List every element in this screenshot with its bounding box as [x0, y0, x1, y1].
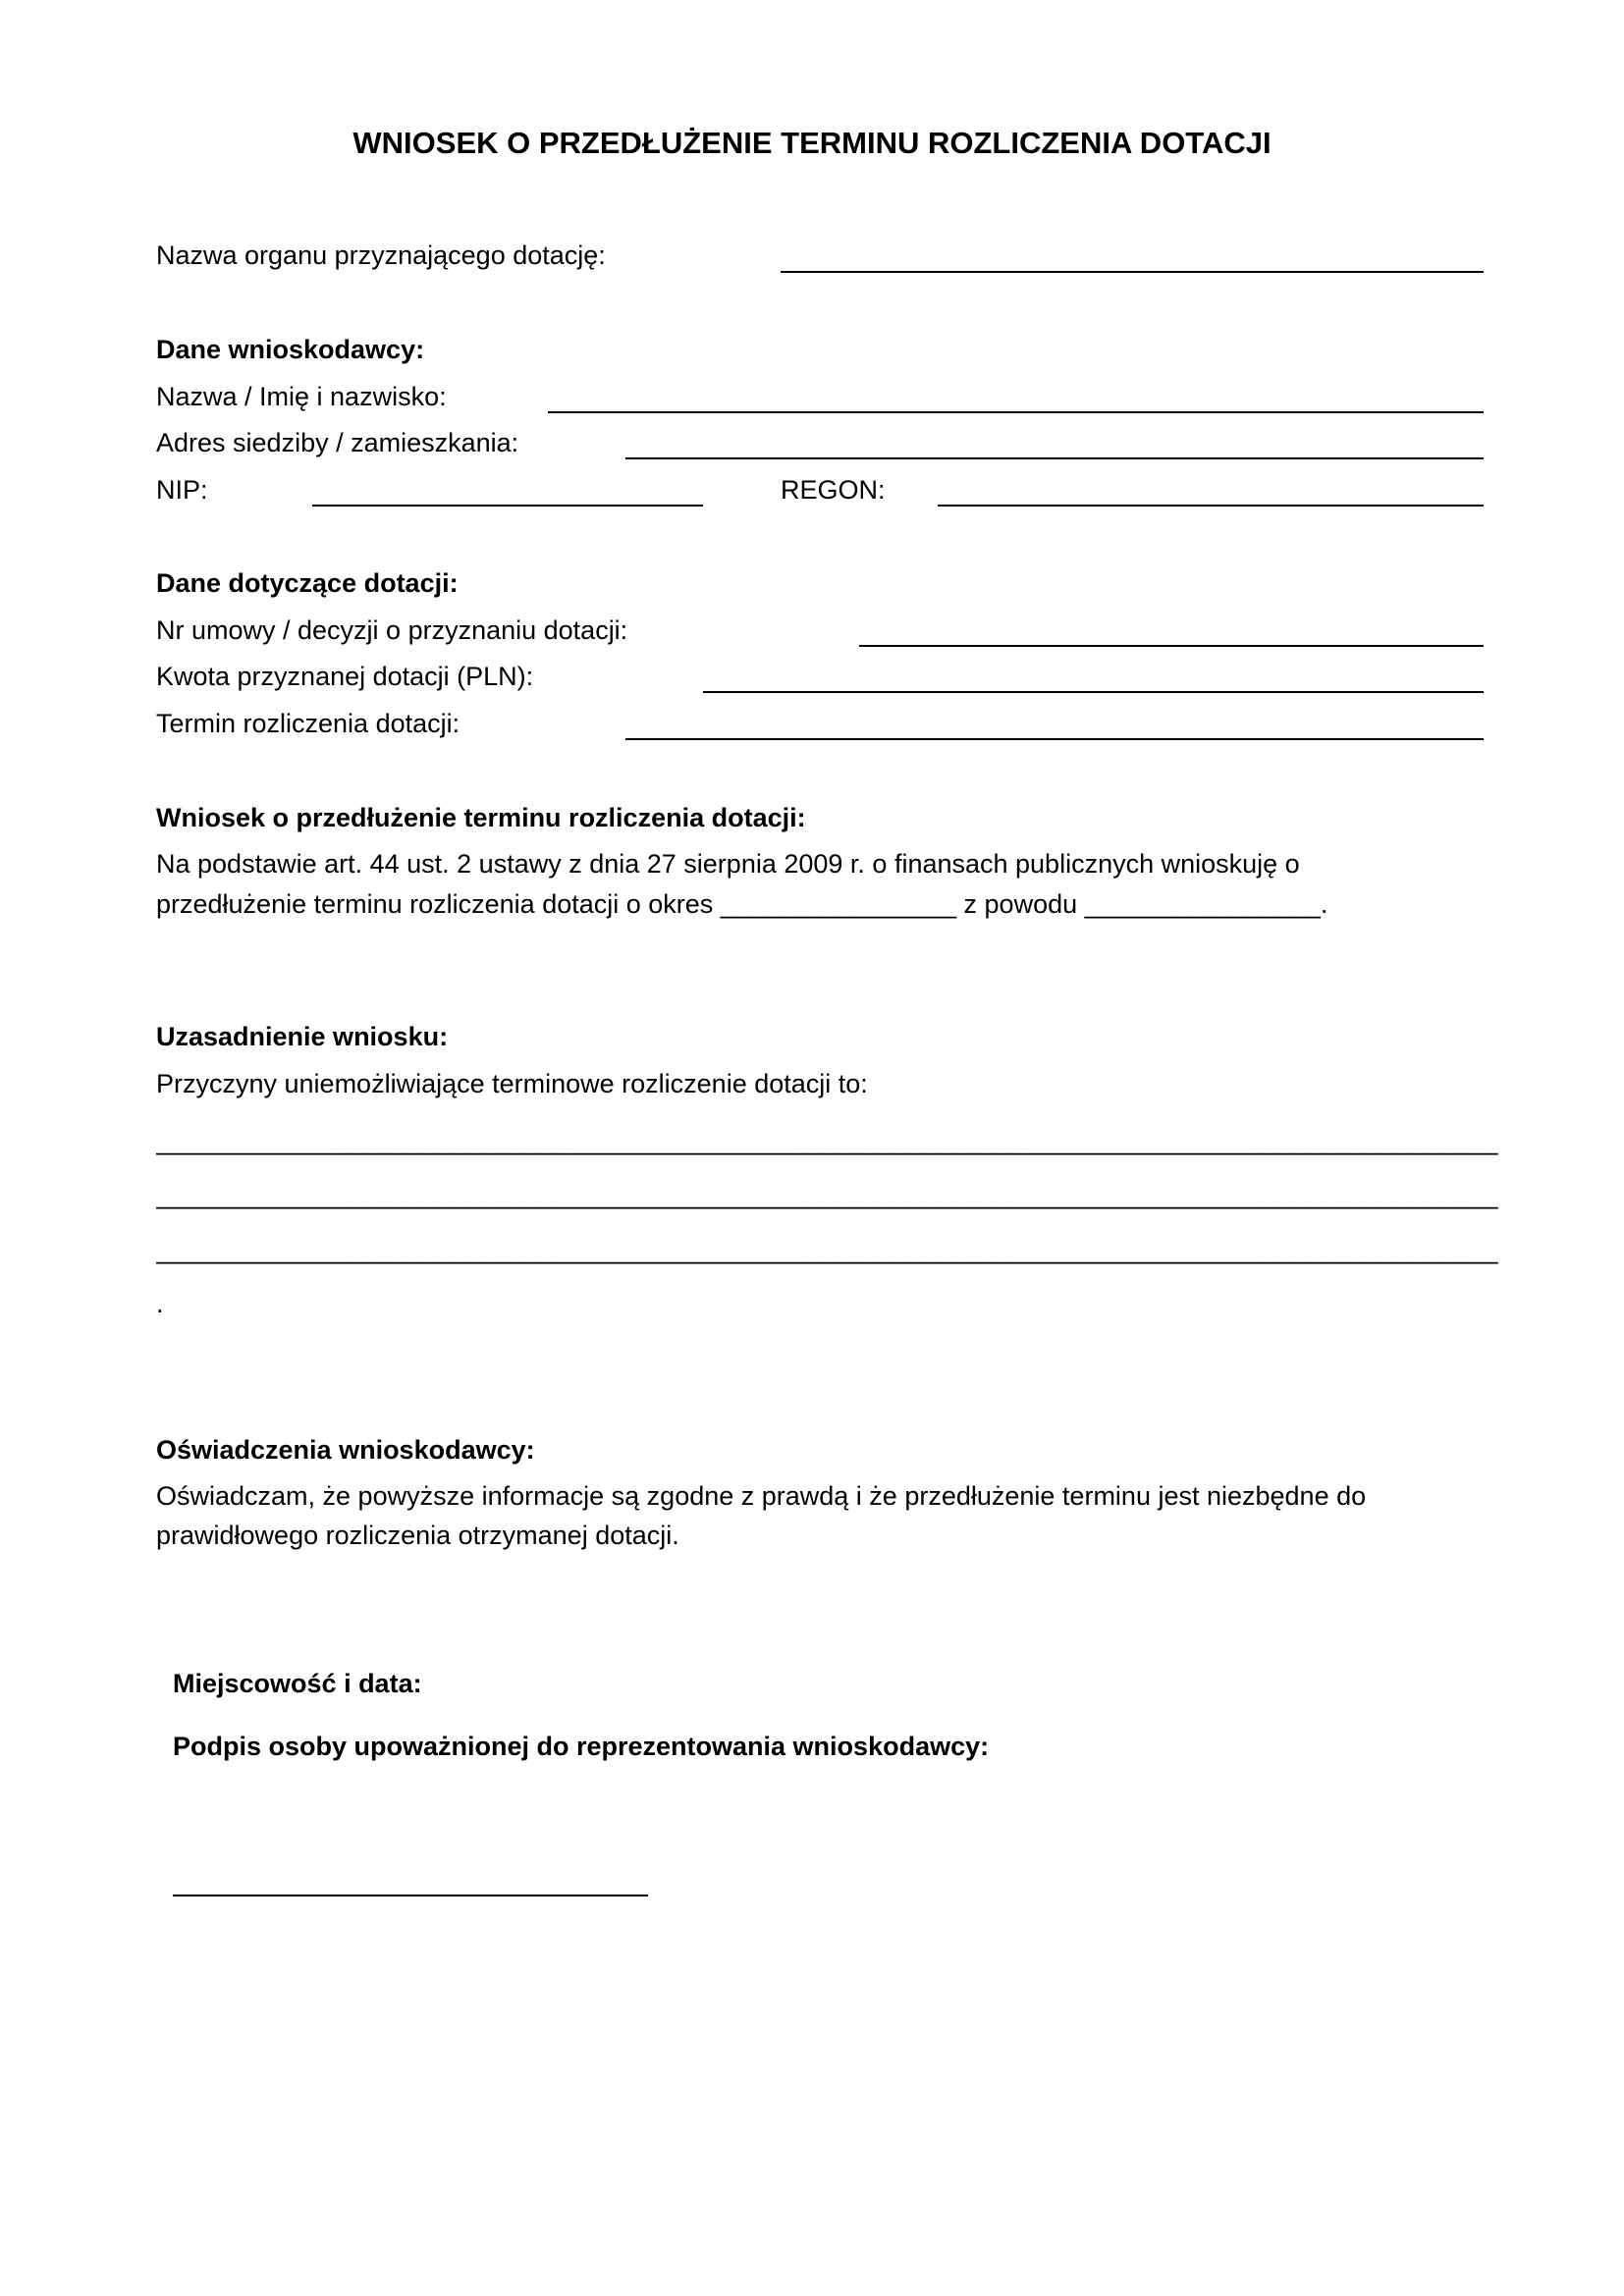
signature-field[interactable]	[173, 1895, 648, 1896]
grant-amount-label: Kwota przyznanej dotacji (PLN):	[156, 662, 534, 691]
request-text-line-1: Na podstawie art. 44 ust. 2 ustawy z dnia 27 sierpnia 2009 r. o finansach publicznych wnioskuję o	[156, 849, 1300, 879]
applicant-heading: Dane wnioskodawcy:	[156, 335, 425, 364]
justification-blank-line-2[interactable]: ___________________________________________________________________________________________	[156, 1180, 1498, 1209]
grant-amount-field[interactable]	[703, 691, 1484, 693]
declaration-heading: Oświadczenia wnioskodawcy:	[156, 1435, 535, 1465]
granting-authority-label: Nazwa organu przyznającego dotację:	[156, 240, 606, 270]
grant-heading: Dane dotyczące dotacji:	[156, 568, 459, 598]
request-text-line-2: przedłużenie terminu rozliczenia dotacji o okres ________________ z powodu ________________.	[156, 889, 1328, 919]
applicant-name-field[interactable]	[548, 411, 1484, 413]
justification-blank-line-3[interactable]: ___________________________________________________________________________________________	[156, 1235, 1498, 1264]
nip-label: NIP:	[156, 475, 208, 505]
regon-label: REGON:	[781, 475, 886, 505]
applicant-address-label: Adres siedziby / zamieszkania:	[156, 428, 519, 457]
place-date-label: Miejscowość i data:	[173, 1669, 422, 1698]
request-heading: Wniosek o przedłużenie terminu rozliczenia dotacji:	[156, 803, 806, 832]
justification-heading: Uzasadnienie wniosku:	[156, 1022, 449, 1051]
document-title: WNIOSEK O PRZEDŁUŻENIE TERMINU ROZLICZENIA DOTACJI	[352, 126, 1272, 160]
justification-intro: Przyczyny uniemożliwiające terminowe rozliczenie dotacji to:	[156, 1069, 868, 1098]
agreement-number-field[interactable]	[859, 645, 1484, 647]
settlement-deadline-field[interactable]	[625, 738, 1484, 740]
justification-blank-line-1[interactable]: ___________________________________________________________________________________________	[156, 1126, 1498, 1155]
regon-field[interactable]	[938, 505, 1484, 507]
justification-trailing-dot: .	[156, 1289, 164, 1318]
granting-authority-field[interactable]	[781, 271, 1484, 273]
declaration-text-line-2: prawidłowego rozliczenia otrzymanej dotacji.	[156, 1521, 679, 1550]
settlement-deadline-label: Termin rozliczenia dotacji:	[156, 709, 460, 738]
nip-field[interactable]	[312, 505, 703, 507]
signatory-label: Podpis osoby upoważnionej do reprezentowania wnioskodawcy:	[173, 1732, 990, 1761]
agreement-number-label: Nr umowy / decyzji o przyznaniu dotacji:	[156, 615, 628, 645]
declaration-text-line-1: Oświadczam, że powyższe informacje są zgodne z prawdą i że przedłużenie terminu jest niezbędne do	[156, 1481, 1367, 1511]
applicant-address-field[interactable]	[625, 457, 1484, 459]
applicant-name-label: Nazwa / Imię i nazwisko:	[156, 382, 447, 411]
